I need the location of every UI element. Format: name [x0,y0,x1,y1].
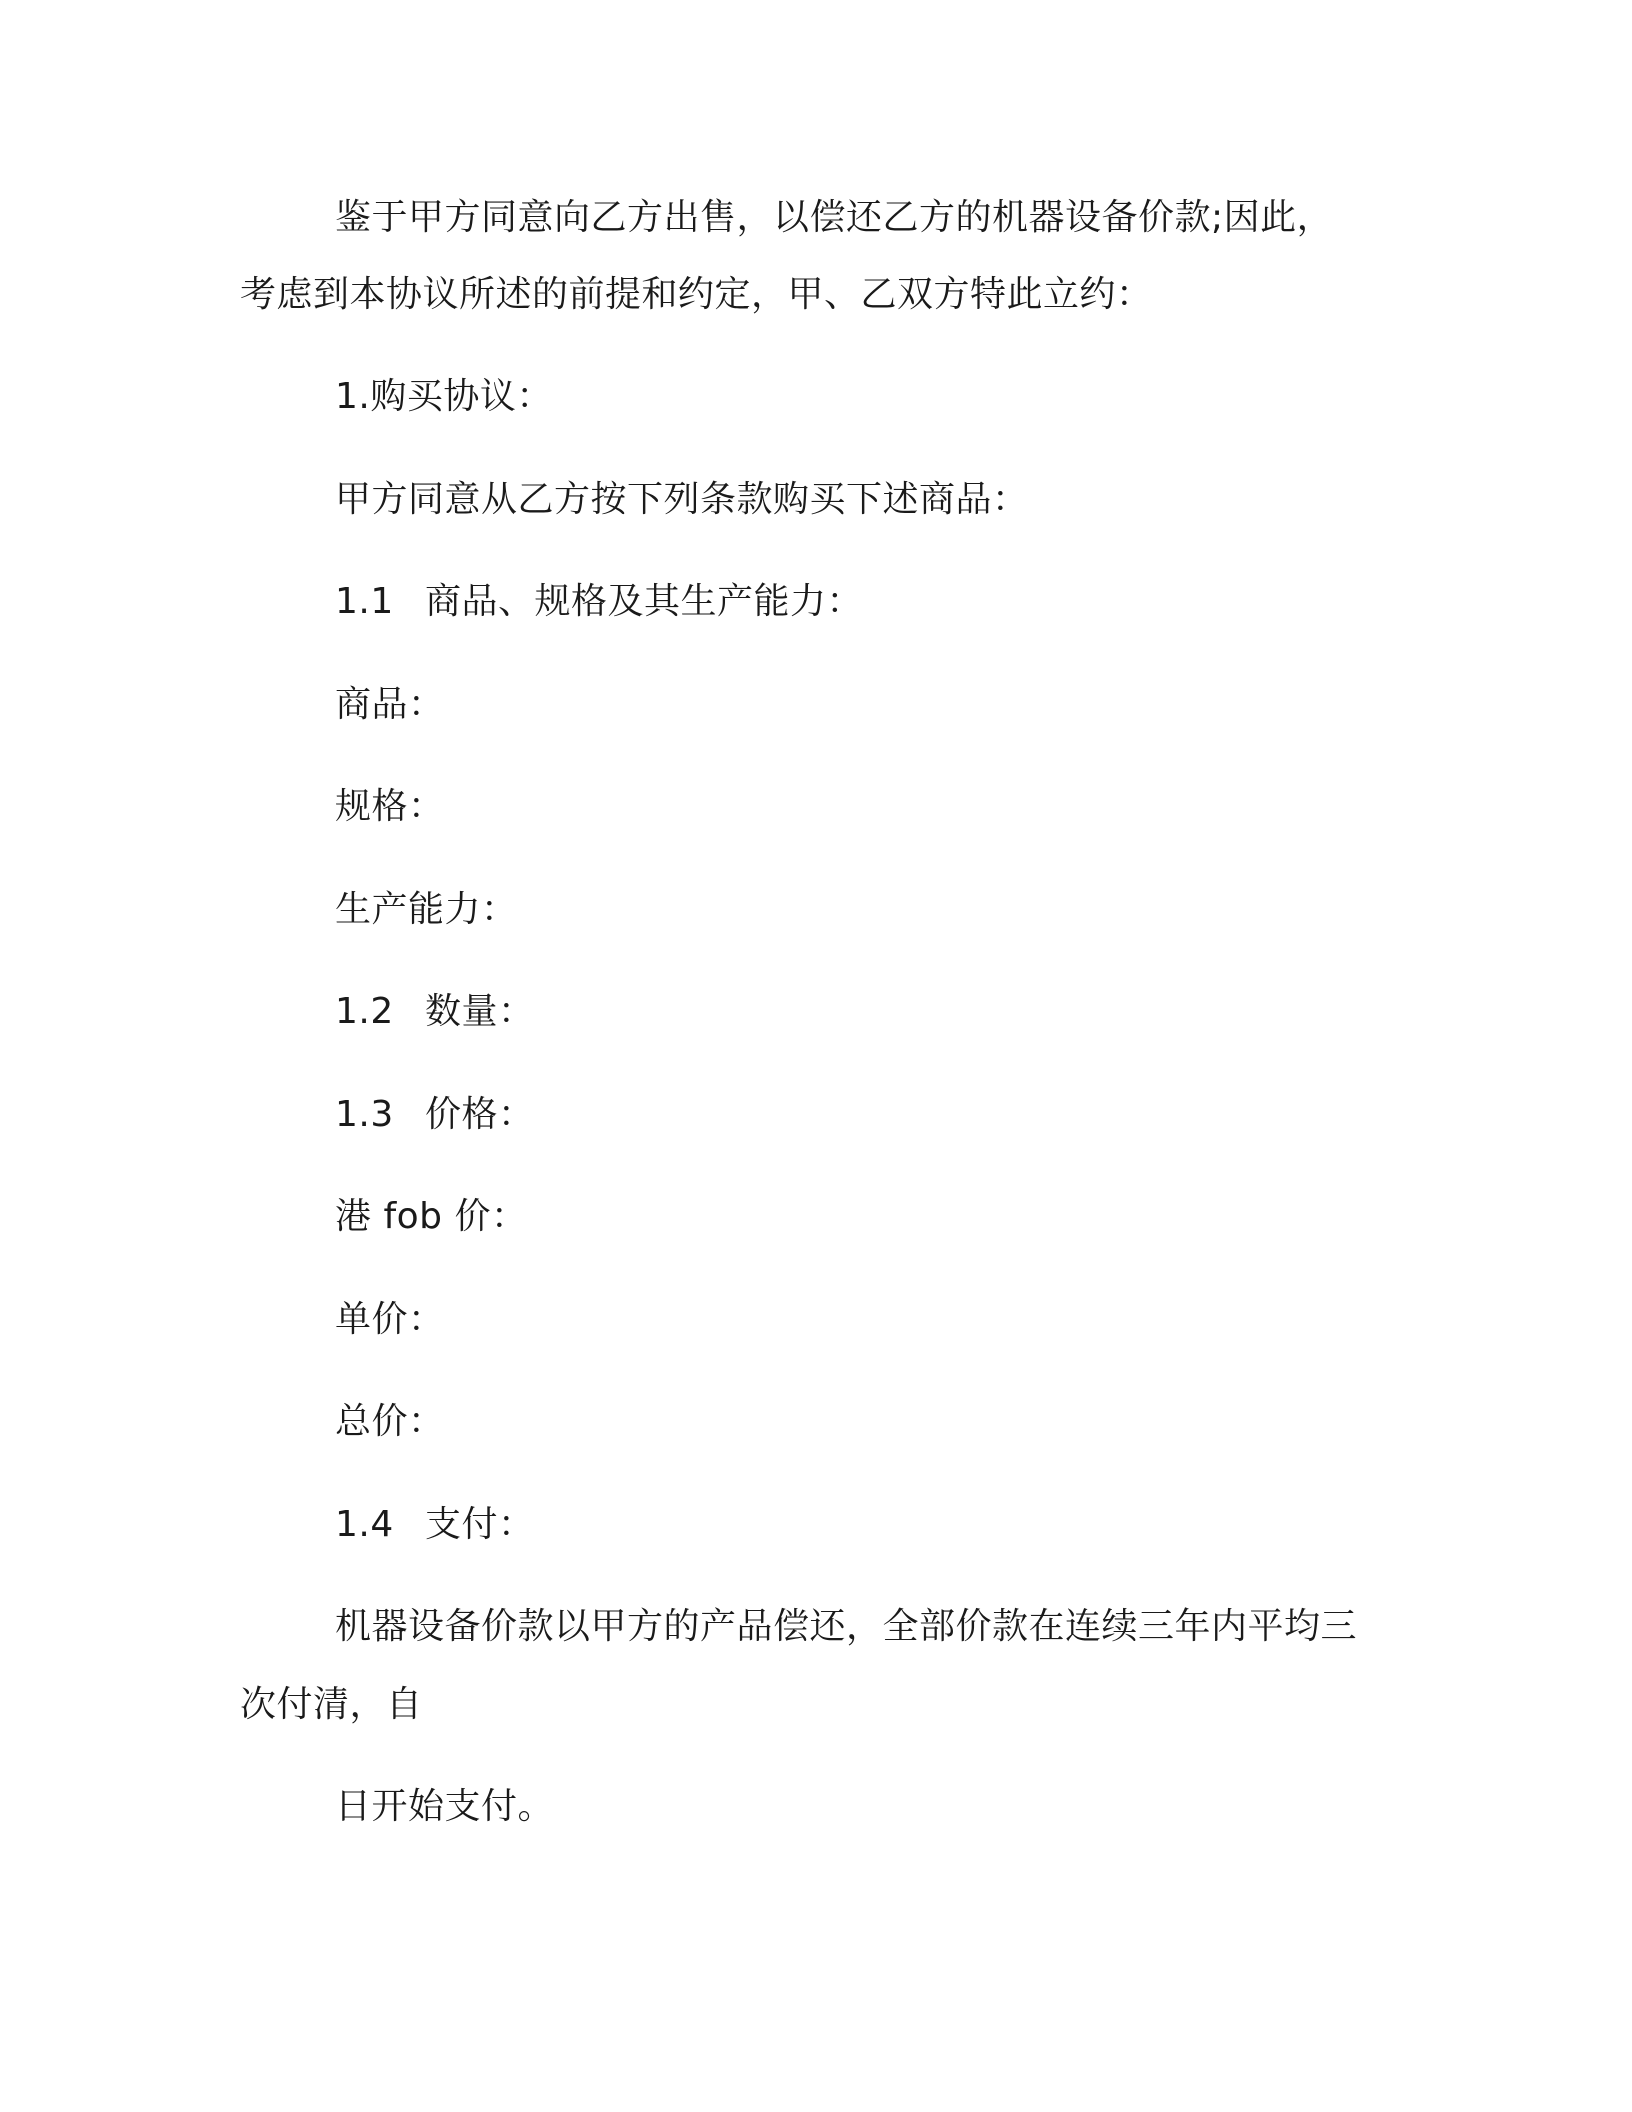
clause-label: 数量： [425,991,535,1032]
clause-1-2 [335,990,535,1034]
clause-number: 1.1 [335,581,394,622]
clause-1-1 [335,580,863,624]
clause-number: 1.2 [335,991,394,1032]
section-1-title: 1.购买协议： [335,376,553,417]
goods-field-label: 商品： [335,684,445,725]
clause-label: 支付： [425,1504,535,1545]
clause-label: 价格： [425,1094,535,1135]
payment-paragraph-line-1: 机器设备价款以甲方的产品偿还，全部价款在连续三年内平均三 [335,1606,1358,1647]
unit-price-field-label: 单价： [335,1299,445,1340]
spec-field-label: 规格： [335,786,445,827]
total-price-field-label: 总价： [335,1401,445,1442]
fob-price-field-label: 港 fob 价： [335,1196,528,1237]
payment-paragraph-line-3: 日开始支付。 [335,1786,555,1827]
intro-paragraph-line-2: 考虑到本协议所述的前提和约定，甲、乙双方特此立约： [240,274,1153,315]
clause-number: 1.4 [335,1504,394,1545]
payment-paragraph-line-2: 次付清，自 [240,1684,423,1725]
clause-label: 商品、规格及其生产能力： [425,581,864,622]
clause-1-4 [335,1503,535,1547]
capacity-field-label: 生产能力： [335,889,518,930]
clause-1-3 [335,1093,535,1137]
section-1-body: 甲方同意从乙方按下列条款购买下述商品： [335,479,1029,520]
clause-number: 1.3 [335,1094,394,1135]
intro-paragraph-line-1: 鉴于甲方同意向乙方出售，以偿还乙方的机器设备价款;因此， [335,197,1334,238]
